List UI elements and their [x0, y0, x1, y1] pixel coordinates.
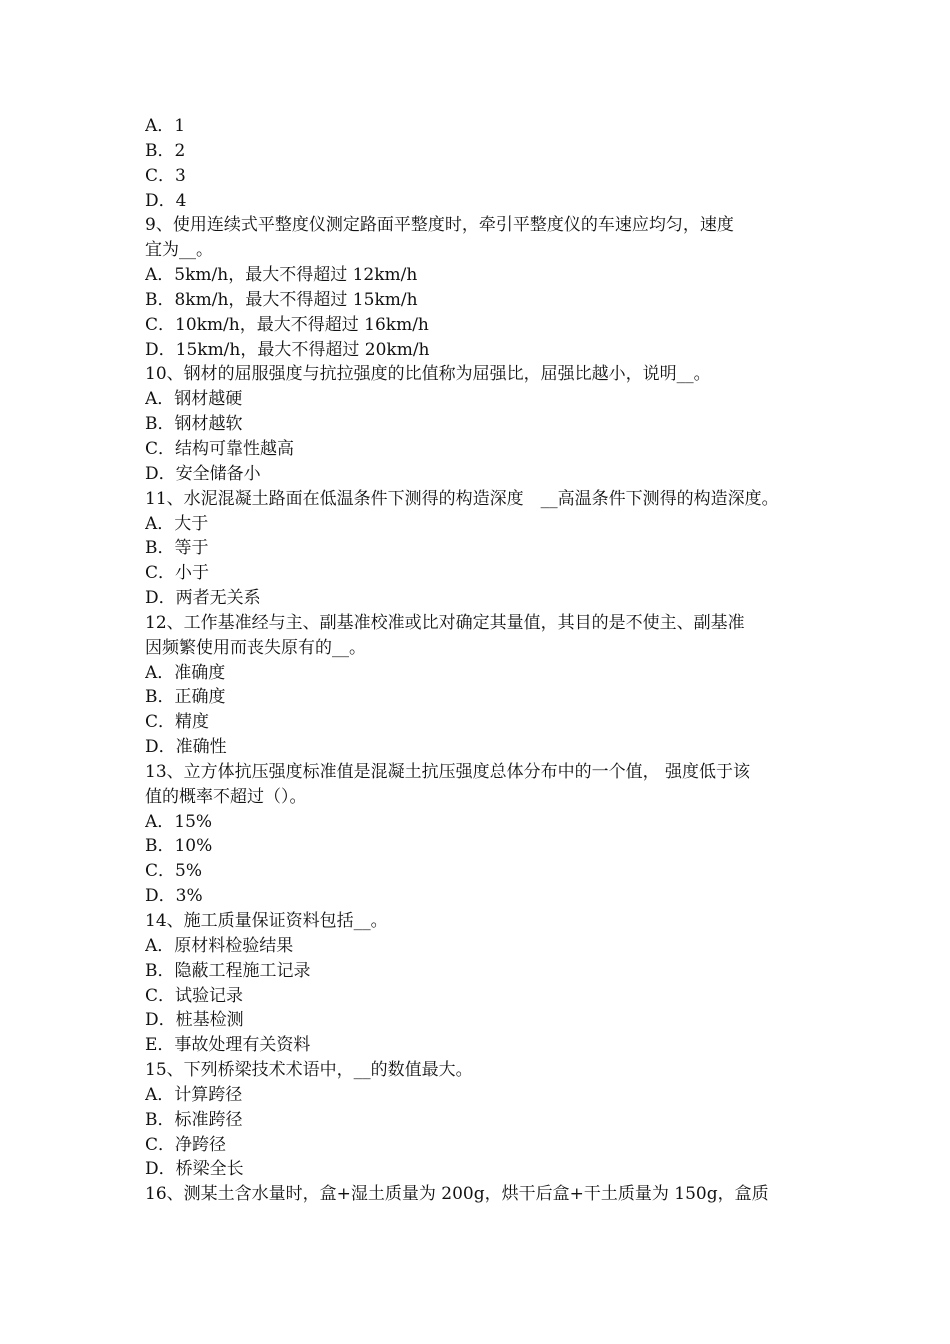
answer-option: D．15km/h，最大不得超过 20km/h: [145, 339, 430, 360]
answer-option: A．准确度: [145, 662, 226, 683]
answer-option: C．结构可靠性越高: [145, 438, 295, 459]
answer-option: D．准确性: [145, 737, 227, 758]
question-15: 15、下列桥梁技术术语中，__的数值最大。: [145, 1060, 473, 1081]
answer-option: D．两者无关系: [145, 588, 261, 609]
document-text: [145, 114, 810, 1207]
answer-option: C．精度: [145, 712, 210, 733]
answer-option: B．隐蔽工程施工记录: [145, 960, 311, 981]
answer-option: D．3%: [145, 886, 203, 907]
answer-option: A．15%: [145, 811, 213, 832]
answer-option: B．2: [145, 140, 186, 161]
question-13-continued: 值的概率不超过（）。: [145, 786, 307, 807]
answer-option: C．10km/h，最大不得超过 16km/h: [145, 314, 429, 335]
answer-option: B．等于: [145, 538, 209, 559]
answer-option: C．小于: [145, 563, 210, 584]
answer-option: C．试验记录: [145, 985, 244, 1006]
answer-option: A．计算跨径: [145, 1084, 243, 1105]
answer-option: B．10%: [145, 836, 213, 857]
question-16: 16、测某土含水量时，盒+湿土质量为 200g，烘干后盒+干土质量为 150g，盒质: [145, 1184, 769, 1205]
answer-option: B．8km/h，最大不得超过 15km/h: [145, 289, 418, 310]
answer-option: A．钢材越硬: [145, 389, 243, 410]
question-11: 11、水泥混凝土路面在低温条件下测得的构造深度 __高温条件下测得的构造深度。: [145, 488, 779, 509]
answer-option: C．5%: [145, 861, 202, 882]
answer-option: B．标准跨径: [145, 1109, 243, 1130]
answer-option: B．正确度: [145, 687, 226, 708]
answer-option: A．大于: [145, 513, 209, 534]
question-9-continued: 宜为__。: [145, 240, 213, 261]
answer-option: A．1: [145, 116, 186, 136]
question-14: 14、施工质量保证资料包括__。: [145, 911, 388, 931]
question-12-continued: 因频繁使用而丧失原有的__。: [145, 637, 366, 658]
question-10: 10、钢材的屈服强度与抗拉强度的比值称为屈强比，屈强比越小，说明__。: [145, 364, 711, 385]
answer-option: A．原材料检验结果: [145, 935, 294, 956]
answer-option: D．安全储备小: [145, 463, 261, 484]
question-12: 12、工作基准经与主、副基准校准或比对确定其量值，其目的是不使主、副基准: [145, 612, 745, 633]
question-13: 13、立方体抗压强度标准值是混凝土抗压强度总体分布中的一个值， 强度低于该: [145, 761, 751, 782]
answer-option: C．净跨径: [145, 1134, 227, 1155]
answer-option: C．3: [145, 165, 186, 186]
answer-option: A．5km/h，最大不得超过 12km/h: [145, 265, 418, 286]
answer-option: D．4: [145, 190, 187, 211]
answer-option: D．桥梁全长: [145, 1159, 244, 1180]
answer-option: E．事故处理有关资料: [145, 1035, 311, 1056]
answer-option: D．桩基检测: [145, 1010, 244, 1031]
answer-option: B．钢材越软: [145, 414, 243, 435]
question-9: 9、使用连续式平整度仪测定路面平整度时，牵引平整度仪的车速应均匀，速度: [145, 215, 734, 236]
